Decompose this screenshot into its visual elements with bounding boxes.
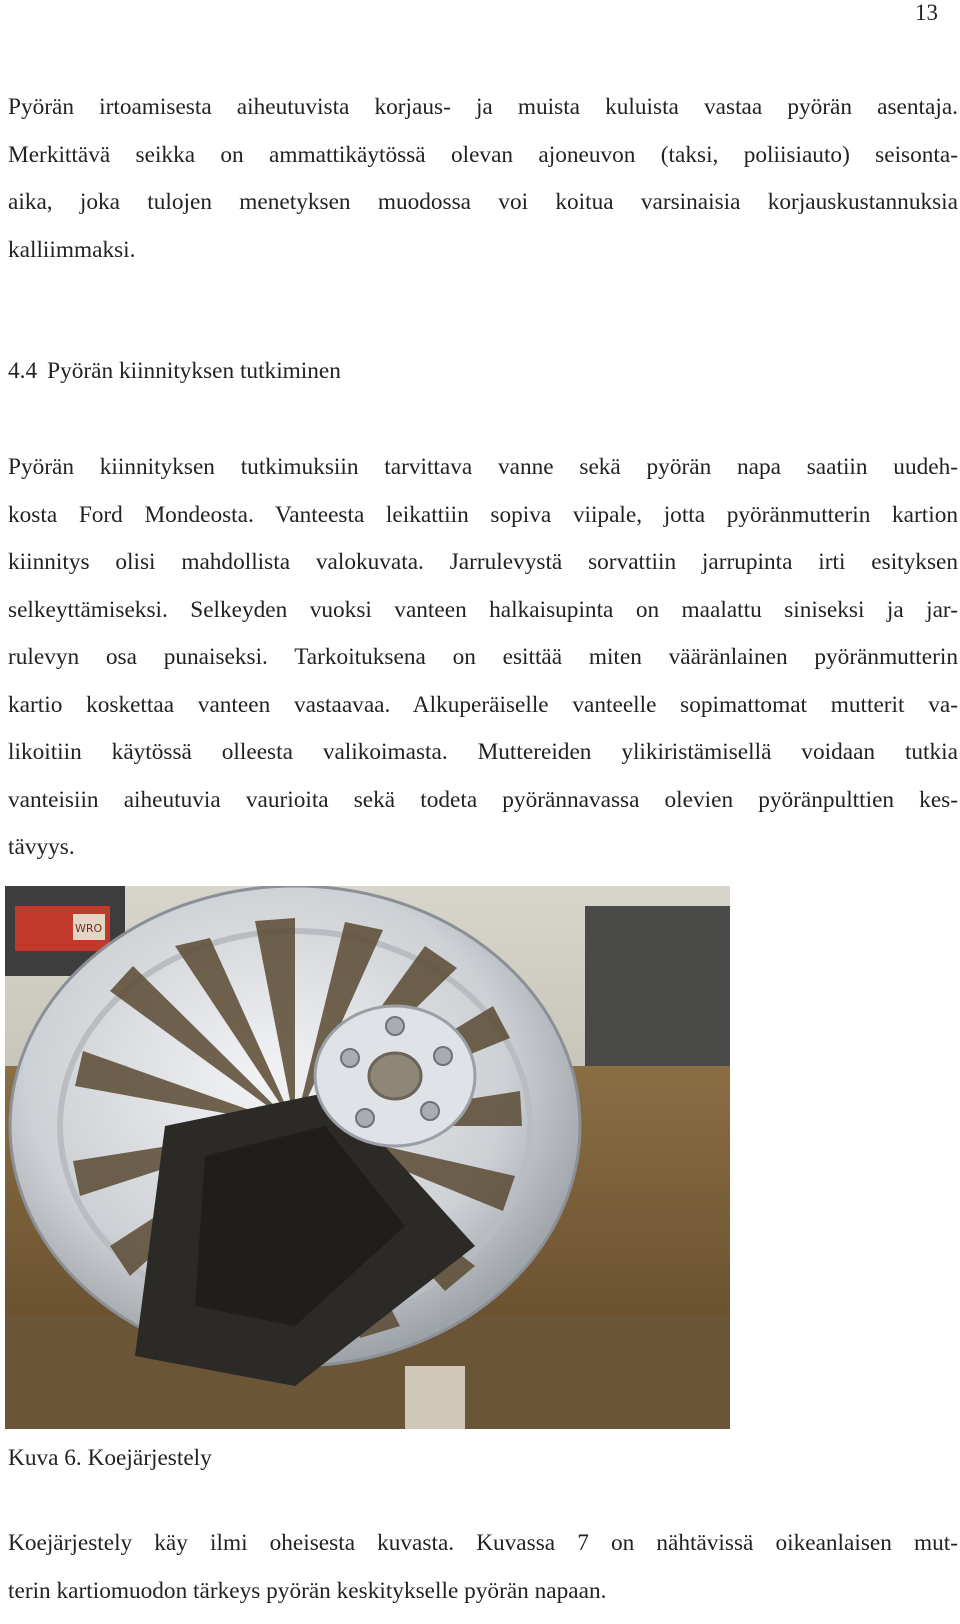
- paragraph-2-line: selkeyttämiseksi. Selkeyden vuoksi vanteen halkaisupinta on maalattu siniseksi ja jar-: [8, 596, 958, 623]
- paragraph-3-line: Koejärjestely käy ilmi oheisesta kuvasta. Kuvassa 7 on nähtävissä oikeanlaisen mut-: [8, 1530, 958, 1556]
- paragraph-2-line: kiinnitys olisi mahdollista valokuvata. Jarrulevystä sorvattiin jarrupinta irti esityksen: [8, 549, 958, 575]
- paragraph-3: [8, 1520, 958, 1615]
- section-number: 4.4: [8, 358, 38, 384]
- paragraph-1-line: aika, joka tulojen menetyksen muodossa voi koitua varsinaisia korjauskustannuksia: [8, 189, 958, 215]
- paragraph-1-line: Pyörän irtoamisesta aiheutuvista korjaus- ja muista kuluista vastaa pyörän asentaja.: [8, 94, 958, 120]
- sign-text: WRO: [75, 922, 103, 935]
- section-title: Pyörän kiinnityksen tutkiminen: [47, 358, 341, 384]
- page-number: 13: [915, 0, 938, 25]
- paragraph-2-line: kartio koskettaa vanteen vastaavaa. Alkuperäiselle vanteelle sopimattomat mutterit va-: [8, 691, 958, 718]
- paragraph-1-line: Merkittävä seikka on ammattikäytössä olevan ajoneuvon (taksi, poliisiauto) seisonta-: [8, 141, 958, 168]
- section-heading: [8, 358, 341, 385]
- figure-photo-wheel-setup: [5, 886, 730, 1429]
- figure-caption: Kuva 6. Koejärjestely: [8, 1445, 212, 1471]
- paragraph-2-line: rulevyn osa punaiseksi. Tarkoituksena on esittää miten vääränlainen pyöränmutterin: [8, 644, 958, 670]
- paragraph-2-line: Pyörän kiinnityksen tutkimuksiin tarvittava vanne sekä pyörän napa saatiin uudeh-: [8, 454, 958, 480]
- paragraph-2: [8, 444, 958, 872]
- paragraph-1-line: kalliimmaksi.: [8, 236, 136, 263]
- paragraph-1: [8, 84, 958, 274]
- paragraph-2-line: kosta Ford Mondeosta. Vanteesta leikattiin sopiva viipale, jotta pyöränmutterin kartion: [8, 501, 958, 528]
- paragraph-2-line: tävyys.: [8, 834, 75, 860]
- paragraph-2-line: vanteisiin aiheutuvia vaurioita sekä todeta pyörännavassa olevien pyöränpulttien kes-: [8, 786, 958, 813]
- wheel-photo-illustration: [5, 886, 730, 1429]
- paragraph-3-line: terin kartiomuodon tärkeys pyörän keskitykselle pyörän napaan.: [8, 1577, 607, 1604]
- paragraph-2-line: likoitiin käytössä olleesta valikoimasta. Muttereiden ylikiristämisellä voidaan tutkia: [8, 739, 958, 765]
